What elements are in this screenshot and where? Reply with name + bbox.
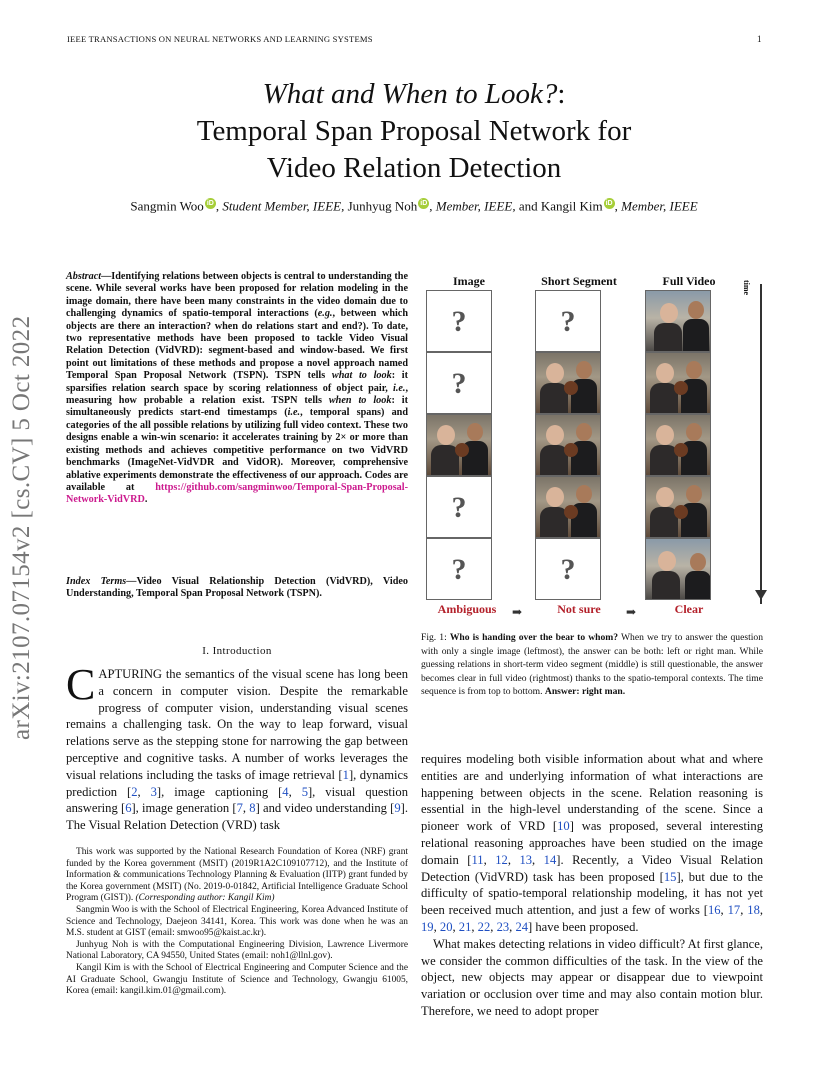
citation-link[interactable]: 11: [471, 852, 484, 867]
author-2-name: Junhyug Noh: [347, 198, 418, 214]
short-frame-1: [535, 290, 601, 352]
citation-link[interactable]: 14: [543, 852, 557, 867]
question-mark: ?: [560, 305, 576, 338]
drop-cap: C: [66, 660, 96, 709]
intro-text: ,: [137, 784, 151, 799]
footnote: [66, 847, 408, 998]
video-frame-photo: [427, 415, 491, 475]
intro-paragraph: [66, 660, 409, 834]
author-3-role: Member, IEEE: [621, 198, 698, 214]
citation-link[interactable]: 8: [249, 801, 256, 816]
arrow-right-icon: ➡: [512, 605, 523, 619]
orcid-icon[interactable]: iD: [420, 200, 428, 207]
column-header-short-segment: Short Segment: [541, 274, 617, 288]
abstract-text: , between which objects are there an interaction? when do relations start and end?). To date, two representative methods have been proposed to tackle Video Visual Relation Detection (VidVRD): segment-based and window-based. We first point out limitations of these methods and propose a novel approach named Temporal Span Proposal Network (TSPN). TSPN tells: [66, 308, 408, 382]
abstract: [66, 271, 408, 507]
intro-text: ], visual question answering [: [66, 784, 409, 816]
title-line3: Video Relation Detection: [266, 152, 562, 184]
abstract-lead: Abstract: [66, 271, 102, 282]
video-frame-photo: [646, 291, 710, 351]
footnote-text: (Corresponding author: Kangil Kim): [135, 893, 275, 904]
abstract-text: : it sparsifies relation search space by scoring relationness of object pair,: [66, 370, 408, 394]
body-text: ]. Recently, a Video Visual Relation Detection (VidVRD) task has been proposed [: [421, 852, 764, 884]
citation-link[interactable]: 5: [301, 784, 308, 799]
short-frame-2: [535, 352, 601, 414]
citation-link[interactable]: 12: [495, 852, 508, 867]
question-mark: ?: [451, 367, 467, 400]
citation-link[interactable]: 3: [150, 784, 157, 799]
video-frame-photo: [536, 353, 600, 413]
short-frame-5: [535, 538, 601, 600]
abstract-text: what to look: [331, 370, 392, 382]
label-not-sure: Not sure: [557, 602, 601, 616]
column-header-full-video: Full Video: [662, 274, 716, 288]
body-text: ], but due to the difficulty of spatio-temporal relationship modeling, it has not yet been received much attention, and just a few of works [: [421, 869, 763, 918]
intro-text: ,: [288, 784, 302, 799]
author-3-name: Kangil Kim: [540, 198, 603, 214]
video-frame-photo: [646, 415, 710, 475]
index-terms-text: —Video Visual Relationship Detection (VidVRD), Video Understanding, Temporal Span Proposal Network (TSPN).: [66, 576, 408, 600]
intro-text: ], image captioning [: [156, 784, 283, 799]
footnote-funding: [66, 847, 408, 905]
citation-link[interactable]: 19: [421, 919, 434, 934]
author-2-role: Member, IEEE,: [435, 198, 516, 214]
time-axis: [760, 284, 762, 604]
video-frame-photo: [536, 415, 600, 475]
footnote-affiliation: Kangil Kim is with the School of Electrical Engineering and Computer Science and the AI Graduate School, Gwangju Institute of Science and Technology, Gwangju 61005, Korea (email: kangil.kim.01@gmail.com).: [66, 962, 408, 997]
citation-link[interactable]: 6: [125, 801, 132, 816]
image-frame-2: [426, 352, 492, 414]
right-column-body: [421, 751, 763, 1020]
full-frame-3: [645, 414, 711, 476]
time-arrow-icon: [755, 590, 767, 600]
citation-link[interactable]: 17: [727, 903, 741, 918]
intro-text: ]. The Visual Relation Detection (VRD) task: [66, 801, 409, 833]
body-paragraph: What makes detecting relations in video difficult? At first glance, we consider the common difficulties of the task. In the view of the object, new objects may appear or disappear due to viewpoint variation or occlusion over time and may also contain motion blur. Therefore, we need to adopt proper: [421, 936, 763, 1018]
full-frame-5: [645, 538, 711, 600]
body-text: ] was proposed, several interesting relational reasoning approaches have been studied on the image domain [: [421, 819, 763, 867]
citation-link[interactable]: 21: [458, 919, 472, 934]
citation-link[interactable]: 20: [439, 919, 453, 934]
caption-question: Who is handing over the bear to whom?: [449, 632, 619, 643]
citation-link[interactable]: 18: [747, 903, 760, 918]
video-frame-photo: [646, 477, 710, 537]
column-header-image: Image: [453, 274, 485, 288]
short-frame-4: [535, 476, 601, 538]
citation-link[interactable]: 13: [519, 852, 533, 867]
intro-text: ], image generation [: [131, 801, 237, 816]
author-1-role: Student Member, IEEE,: [222, 198, 345, 214]
citation-link[interactable]: 7: [236, 801, 243, 816]
abstract-text: .: [144, 494, 148, 506]
footnote-affiliation: Sangmin Woo is with the School of Electrical Engineering, Korea Advanced Institute of Science and Technology, Daejeon 34141, Korea. This work was done when he was an M.S. student at GIST (email: smwoo95@kaist.ac.kr).: [66, 904, 408, 939]
title-line2: Temporal Span Proposal Network for: [196, 115, 632, 147]
author-1-name: Sangmin Woo: [130, 198, 204, 214]
index-terms-lead: Index Terms: [66, 576, 127, 587]
title-part1: What and When to Look?: [262, 78, 558, 110]
citation-link[interactable]: 24: [515, 919, 529, 934]
orcid-icon[interactable]: iD: [206, 200, 214, 207]
abstract-text: : it simultaneously predicts start-end timestamps (: [66, 395, 408, 419]
intro-text: the semantics of the visual scene has long been a concern in computer vision. Despite the remarkable progress of computer vision, understanding visual scenes remains a challenging task. On the way to leap forward, visual relations serve as the stepping stone for narrowing the gap between perceptive and cognitive tasks. A number of works leverages the visual relations including the tasks of image retrieval [: [66, 667, 408, 782]
body-text: ] have been proposed.: [528, 919, 639, 934]
citation-link[interactable]: 22: [477, 919, 491, 934]
index-terms: [66, 576, 408, 601]
caption-answer: Answer: right man.: [544, 686, 626, 697]
intro-text: ], dynamics prediction [: [66, 767, 408, 799]
image-frame-1: [426, 290, 492, 352]
citation-link[interactable]: 9: [394, 801, 401, 816]
citation-link[interactable]: 2: [131, 784, 138, 799]
full-frame-2: [645, 352, 711, 414]
citation-link[interactable]: 1: [342, 767, 349, 782]
author-conjunction: and: [518, 198, 538, 214]
paper-title: [60, 76, 768, 187]
question-mark: ?: [451, 553, 467, 586]
full-frame-1: [645, 290, 711, 352]
time-axis-label: time: [742, 280, 751, 296]
section-heading: I. Introduction: [202, 645, 272, 657]
abstract-text: , measuring how probable a relation exist. TSPN tells: [66, 382, 408, 407]
short-frame-3: [535, 414, 601, 476]
intro-text: ,: [242, 801, 250, 816]
author-list: Sangmin Woo iD , Student Member, IEEE, Junhyug Noh iD , Member, IEEE, and Kangil Kim iD , Member, IEEE: [130, 198, 698, 214]
video-frame-photo: [646, 353, 710, 413]
caption-label: Fig. 1:: [421, 632, 450, 643]
abstract-text: , temporal spans) and categories of the all possible relations by utilizing full video context. These two designs enable a win-win scenario: it accelerates training by 2× or more than existing methods and achieves competitive performance on two VidVRD benchmarks (ImageNet-VidVDR and VidOR). Moreover, comprehensive ablative experiments demonstrate the effectiveness of our approach. Codes are available at: [66, 407, 408, 493]
intro-text: APTURING: [98, 667, 163, 681]
abstract-text: i.e.: [287, 407, 301, 419]
body-paragraph: requires modeling both visible information about what and where entities are and underlying information of what interactions are happening between objects in the scene. Relation reasoning is essential in the high-level understanding of the scene. Since a pioneer work of VRD [10] was proposed, several interesting relational reasoning approaches have been studied on the image domain [11, 12, 13, 14]. Recently, a Video Visual Relation Detection (VidVRD) task has been proposed [15], but due to the difficulty of spatio-temporal relationship modeling, it has not yet been received much attention, and just a few of works [16, 17, 18, 19, 20, 21, 22, 23, 24] have been proposed.: [421, 752, 764, 934]
footnote-affiliation: Junhyug Noh is with the Computational Engineering Division, Lawrence Livermore National Laboratory, CA 94550, United States (email: noh1@llnl.gov).: [66, 939, 408, 962]
arxiv-stamp: arXiv:2107.07154v2 [cs.CV] 5 Oct 2022: [8, 315, 35, 740]
body-text: requires modeling both visible information about what and where entities are and underlying information of what interactions are happening between objects in the scene. Relation reasoning is essential in the high-level understanding of the scene. Since a pioneer work of VRD [: [421, 752, 763, 834]
citation-link[interactable]: 10: [557, 819, 570, 834]
arrow-right-icon: ➡: [626, 605, 637, 619]
image-frame-5: [426, 538, 492, 600]
abstract-text: —Identifying relations between objects is central to understanding the scene. While several works have been proposed for relation modeling in the image domain, there have been many constraints in the video domain due to challenging dynamics of spatio-temporal interactions (: [66, 271, 408, 320]
question-mark: ?: [560, 553, 576, 586]
image-frame-3: [426, 414, 492, 476]
label-clear: Clear: [674, 602, 704, 616]
caption-text: When we try to answer the question with only a single image (leftmost), the answer can be both: left or right man. While guessing relations in short-term video segment (middle) is still questionable, the answer becomes clear in full video (rightmost) thanks to the spatio-temporal contexts. The time sequence is from top to bottom.: [421, 632, 764, 697]
question-mark: ?: [451, 305, 467, 338]
question-mark: ?: [451, 491, 467, 524]
citation-link[interactable]: 4: [282, 784, 289, 799]
citation-link[interactable]: 23: [496, 919, 510, 934]
citation-link[interactable]: 16: [707, 903, 721, 918]
title-part1-suffix: :: [557, 78, 566, 110]
figure-caption: [421, 631, 763, 699]
running-header: IEEE TRANSACTIONS ON NEURAL NETWORKS AND LEARNING SYSTEMS: [67, 34, 373, 44]
image-frame-4: [426, 476, 492, 538]
video-frame-photo: [646, 539, 710, 599]
page-number: 1: [757, 34, 762, 44]
intro-text: ] and video understanding [: [255, 801, 395, 816]
figure-1: [422, 272, 768, 622]
label-ambiguous: Ambiguous: [437, 602, 497, 616]
orcid-icon[interactable]: iD: [605, 200, 613, 207]
video-frame-photo: [536, 477, 600, 537]
abstract-text: i.e.: [393, 382, 406, 394]
abstract-text: e.g.: [317, 308, 333, 320]
full-frame-4: [645, 476, 711, 538]
abstract-text: when to look: [328, 395, 392, 407]
footnote-text: This work was supported by the National Research Foundation of Korea (NRF) grant funded by the Korea government (MSIT) (2019R1A2C109107712), and the Institute of Information & communications Technology Planning & Evaluation (IITP) grant funded by the Korea government (MSIT) (No. 2019-0-01842, Artificial Intelligence Graduate School Program (GIST)).: [66, 847, 408, 904]
citation-link[interactable]: 15: [663, 869, 677, 884]
code-link[interactable]: https://github.com/sangminwoo/Temporal-Span-Proposal-Network-VidVRD: [66, 481, 408, 506]
